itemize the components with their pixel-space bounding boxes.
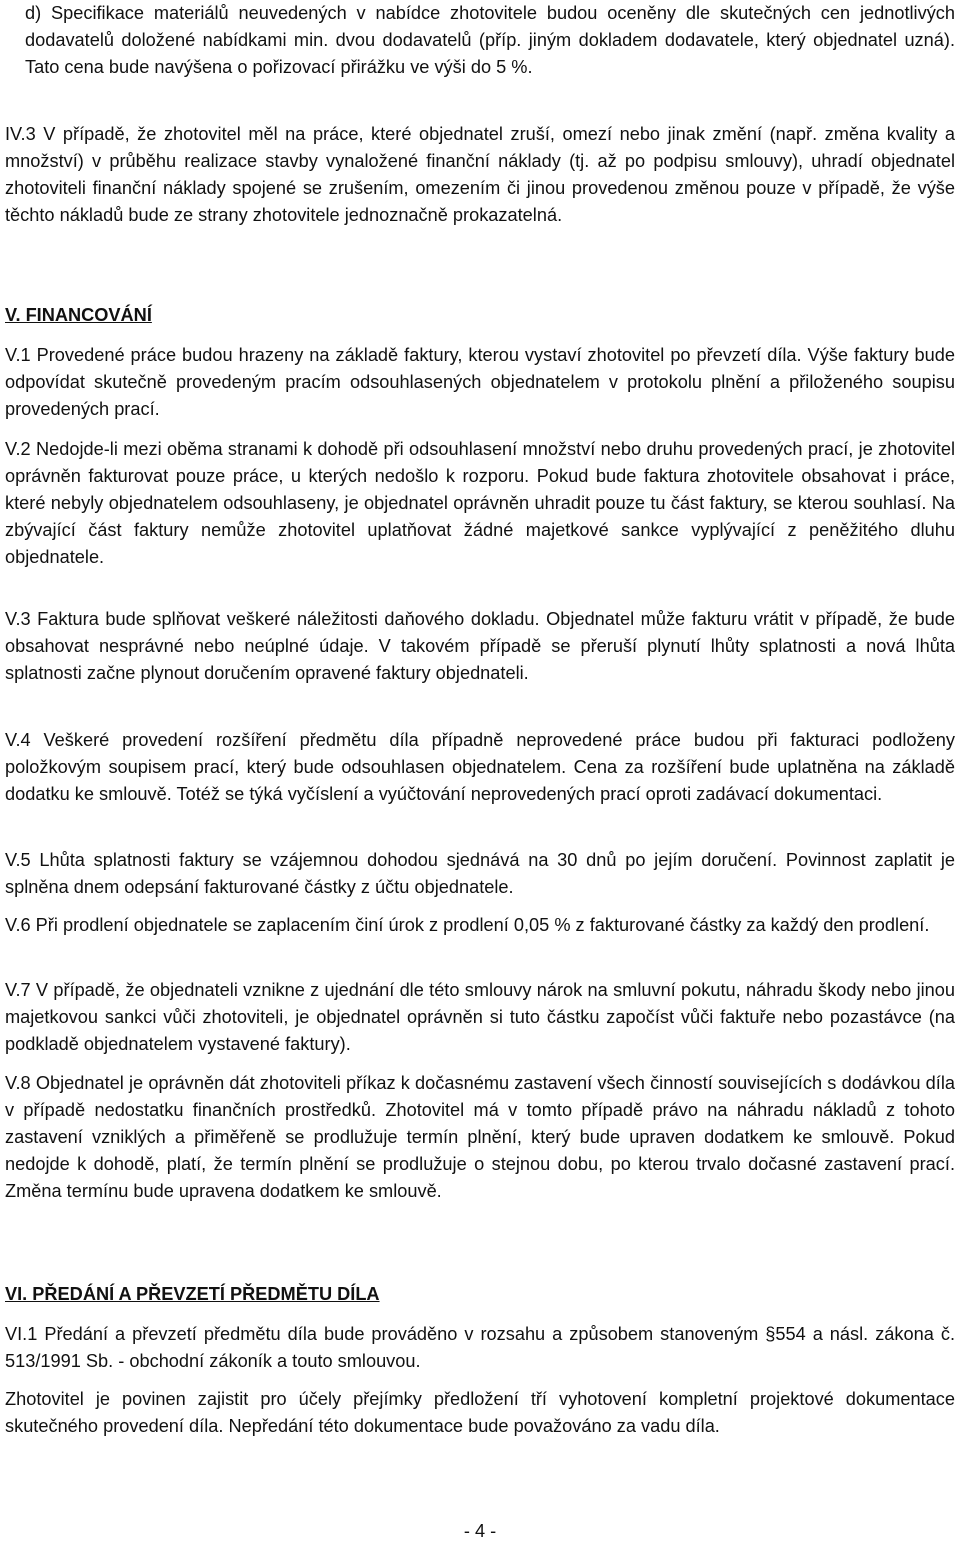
clause-v-7: V.7 V případě, že objednateli vznikne z ujednání dle této smlouvy nárok na smluvní pokutu, náhradu škody nebo jinou majetkovou sankci vůči zhotoviteli, je objednatel oprávněn si tuto částku započíst vůči faktuře nebo pozastávce (na podkladě objednatelem vystavené faktury). xyxy=(5,980,955,1054)
section-v-heading: V. FINANCOVÁNÍ xyxy=(5,305,152,325)
clause-v-1: V.1 Provedené práce budou hrazeny na základě faktury, kterou vystaví zhotovitel po převzetí díla. Výše faktury bude odpovídat skutečně provedeným pracím odsouhlasených objednatelem v protokolu plnění a přiloženého soupisu provedených prací. xyxy=(5,345,955,419)
clause-v-8: V.8 Objednatel je oprávněn dát zhotoviteli příkaz k dočasnému zastavení všech činností souvisejících s dodávkou díla v případě nedostatku finančních prostředků. Zhotovitel má v tomto případě právo na náhradu nákladů z tohoto zastavení vzniklých a přiměřeně se prodlužuje termín plnění, který bude upraven dodatkem ke smlouvě. Pokud nedojde k dohodě, platí, že termín plnění se prodlužuje o stejnou dobu, po kterou trvalo dočasné zastavení prací. Změna termínu bude upravena dodatkem ke smlouvě. xyxy=(5,1073,955,1201)
page-number: - 4 - xyxy=(463,1521,497,1541)
section-vi-heading: VI. PŘEDÁNÍ A PŘEVZETÍ PŘEDMĚTU DÍLA xyxy=(5,1284,380,1304)
clause-v-3: V.3 Faktura bude splňovat veškeré náležitosti daňového dokladu. Objednatel může fakturu vrátit v případě, že bude obsahovat nesprávné nebo neúplné údaje. V takovém případě se přeruší plynutí lhůty splatnosti a nová lhůta splatnosti začne plynout doručením opravené faktury objednateli. xyxy=(5,609,955,683)
clause-v-4: V.4 Veškeré provedení rozšíření předmětu díla případně neprovedené práce budou při fakturaci podloženy položkovým soupisem prací, který bude odsouhlasen objednatelem. Cena za rozšíření bude uplatněna na základě dodatku ke smlouvě. Totéž se týká vyčíslení a vyúčtování neprovedených prací oproti zadávací dokumentaci. xyxy=(5,730,955,804)
item-d-materials: d) Specifikace materiálů neuvedených v nabídce zhotovitele budou oceněny dle skutečných cen jednotlivých dodavatelů doložené nabídkami min. dvou dodavatelů (příp. jiným dokladem dodavatele, který objednatel uzná). Tato cena bude navýšena o pořizovací přirážku ve výši do 5 %. xyxy=(25,3,955,77)
clause-v-5: V.5 Lhůta splatnosti faktury se vzájemnou dohodou sjednává na 30 dnů po jejím doručení. Povinnost zaplatit je splněna dnem odepsání fakturované částky z účtu objednatele. xyxy=(5,850,955,897)
clause-vi-documentation: Zhotovitel je povinen zajistit pro účely přejímky předložení tří vyhotovení kompletní projektové dokumentace skutečného provedení díla. Nepředání této dokumentace bude považováno za vadu díla. xyxy=(5,1389,955,1436)
clause-vi-1: VI.1 Předání a převzetí předmětu díla bude prováděno v rozsahu a způsobem stanoveným §554 a násl. zákona č. 513/1991 Sb. - obchodní zákoník a touto smlouvou. xyxy=(5,1324,955,1371)
clause-v-2: V.2 Nedojde-li mezi oběma stranami k dohodě při odsouhlasení množství nebo druhu provedených prací, je zhotovitel oprávněn fakturovat pouze práce, u kterých nedošlo k rozporu. Pokud bude faktura zhotovitele obsahovat i práce, které nebyly objednatelem odsouhlaseny, je objednatel oprávněn uhradit pouze tu část faktury, se kterou souhlasí. Na zbývající část faktury nemůže zhotovitel uplatňovat žádné majetkové sankce vyplývající z peněžitého dluhu objednatele. xyxy=(5,439,955,567)
clause-iv-3: IV.3 V případě, že zhotovitel měl na práce, které objednatel zruší, omezí nebo jinak změní (např. změna kvality a množství) v průběhu realizace stavby vynaložené finanční náklady (tj. až po podpisu smlouvy), uhradí objednatel zhotoviteli finanční náklady spojené se zrušením, omezením či jinou provedenou změnou pouze v případě, že výše těchto nákladů bude ze strany zhotovitele jednoznačně prokazatelná. xyxy=(5,124,955,225)
clause-v-6: V.6 Při prodlení objednatele se zaplacením činí úrok z prodlení 0,05 % z fakturované částky za každý den prodlení. xyxy=(5,915,930,935)
